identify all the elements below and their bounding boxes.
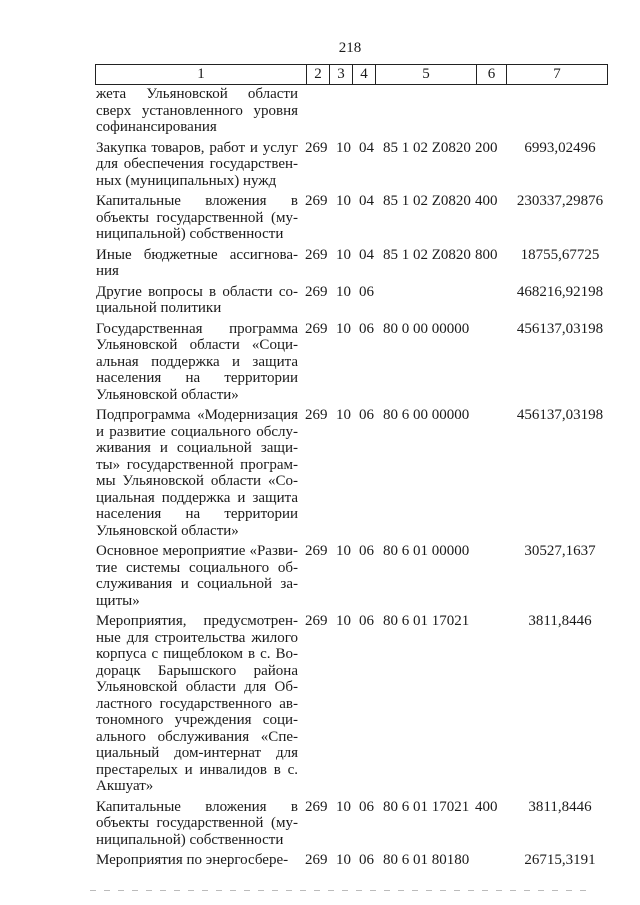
row-name-line: населения на территории bbox=[96, 370, 298, 386]
row-name-line: ных (муниципальных) нужд bbox=[96, 172, 277, 189]
row-pr: 06 bbox=[359, 283, 374, 300]
row-sum: 468216,92198 bbox=[516, 283, 604, 300]
row-name-line: сверх установленного уровня bbox=[96, 102, 298, 119]
row-name-line: циальный дом-интернат для bbox=[96, 745, 298, 761]
row-name-line: корпуса с пищеблоком в с. Во- bbox=[96, 646, 298, 662]
row-name-line: Капитальные вложения в bbox=[96, 193, 298, 209]
row-gr: 269 bbox=[305, 246, 328, 263]
row-gr: 269 bbox=[305, 613, 328, 629]
row-name-line: для обеспечения государствен- bbox=[96, 156, 298, 172]
row-name bbox=[96, 247, 298, 280]
row-rz: 10 bbox=[336, 193, 351, 209]
row-name bbox=[96, 321, 298, 404]
row-sum: 3811,8446 bbox=[528, 798, 592, 815]
row-name bbox=[96, 193, 298, 243]
row-name-line: Капитальные вложения в bbox=[96, 798, 298, 815]
row-cs: 85 1 02 Z0820 bbox=[383, 139, 471, 156]
row-gr: 269 bbox=[305, 283, 328, 300]
row-cs: 80 6 01 17021 bbox=[383, 798, 470, 815]
row-name-line: Иные бюджетные ассигнова- bbox=[96, 246, 298, 263]
row-name-line: софинансирования bbox=[96, 119, 217, 135]
row-name-line: ластного государственного ав- bbox=[96, 695, 298, 712]
row-cs: 80 6 01 17021 bbox=[383, 613, 470, 629]
row-name-line: Основное мероприятие «Разви- bbox=[96, 543, 298, 559]
row-name-line: ниципальной) собственности bbox=[96, 831, 284, 848]
row-name-line: живания и социальной защи- bbox=[96, 440, 298, 456]
scan-artifact-line bbox=[90, 890, 590, 891]
row-name-line: альная поддержка и защита bbox=[96, 353, 298, 370]
row-vr: 200 bbox=[475, 139, 498, 156]
header-col-5: 5 bbox=[376, 65, 477, 85]
row-sum: 18755,67725 bbox=[520, 246, 600, 263]
header-col-3: 3 bbox=[330, 65, 353, 85]
page-number: 218 bbox=[338, 40, 362, 56]
row-name-line: Ульяновской области» bbox=[96, 386, 239, 403]
row-name-line: ального обслуживания «Спе- bbox=[96, 728, 298, 745]
row-cs: 80 6 01 00000 bbox=[383, 543, 470, 559]
header-col-2: 2 bbox=[307, 65, 330, 85]
row-gr: 269 bbox=[305, 193, 328, 209]
row-name-line: Другие вопросы в области со- bbox=[96, 283, 298, 300]
column-header-table bbox=[95, 64, 608, 85]
row-sum: 3811,8446 bbox=[528, 613, 592, 629]
row-rz: 10 bbox=[336, 613, 351, 629]
row-rz: 10 bbox=[336, 407, 351, 423]
row-name bbox=[96, 799, 298, 849]
row-name-line: Ульяновской области для Об- bbox=[96, 679, 298, 695]
row-name-line: тие системы социального об- bbox=[96, 559, 298, 576]
row-name bbox=[96, 407, 298, 539]
row-name bbox=[96, 543, 298, 609]
row-rz: 10 bbox=[336, 139, 351, 156]
row-rz: 10 bbox=[336, 320, 351, 337]
row-name-line: Мероприятия, предусмотрен- bbox=[96, 613, 298, 629]
row-pr: 04 bbox=[359, 246, 374, 263]
row-name-line: тономного учреждения соци- bbox=[96, 712, 298, 728]
row-cs: 85 1 02 Z0820 bbox=[383, 193, 471, 209]
row-gr: 269 bbox=[305, 798, 328, 815]
row-name-line: ты» государственной програм- bbox=[96, 456, 298, 473]
row-name-line: циальная поддержка и защита bbox=[96, 489, 298, 506]
row-name-line: Ульяновской области «Соци- bbox=[96, 337, 298, 353]
row-rz: 10 bbox=[336, 852, 351, 868]
row-name bbox=[96, 613, 298, 795]
row-gr: 269 bbox=[305, 320, 328, 337]
row-name bbox=[96, 852, 298, 869]
row-pr: 06 bbox=[359, 613, 374, 629]
row-gr: 269 bbox=[305, 139, 328, 156]
row-sum: 30527,1637 bbox=[524, 543, 596, 559]
row-name-line: Подпрограмма «Модернизация bbox=[96, 407, 298, 423]
row-sum: 456137,03198 bbox=[516, 407, 604, 423]
row-name-line: циальной политики bbox=[96, 300, 222, 316]
row-name bbox=[96, 86, 298, 136]
row-cs: 80 6 00 00000 bbox=[383, 407, 470, 423]
row-name-line: Мероприятия по энергосбере- bbox=[96, 852, 289, 868]
row-pr: 06 bbox=[359, 798, 374, 815]
row-gr: 269 bbox=[305, 543, 328, 559]
row-name-line: дорацк Барышского района bbox=[96, 662, 298, 679]
row-name-line: Акшуат» bbox=[96, 778, 154, 794]
row-name-line: Закупка товаров, работ и услуг bbox=[96, 139, 298, 156]
row-name-line: щиты» bbox=[96, 592, 140, 609]
row-gr: 269 bbox=[305, 852, 328, 868]
header-col-1: 1 bbox=[96, 65, 307, 85]
row-vr: 400 bbox=[475, 193, 498, 209]
header-col-7: 7 bbox=[507, 65, 608, 85]
row-name-line: объекты государственной (му- bbox=[96, 815, 298, 831]
row-name-line: ные для строительства жилого bbox=[96, 629, 298, 646]
row-name-line: и развитие социального обслу- bbox=[96, 423, 298, 440]
header-col-6: 6 bbox=[477, 65, 507, 85]
row-sum: 26715,3191 bbox=[524, 852, 596, 868]
row-name-line: объекты государственной (му- bbox=[96, 209, 298, 226]
row-rz: 10 bbox=[336, 543, 351, 559]
row-name-line: ниципальной) собственности bbox=[96, 226, 284, 242]
row-name bbox=[96, 284, 298, 317]
row-pr: 06 bbox=[359, 852, 374, 868]
row-name-line: населения на территории bbox=[96, 506, 298, 522]
row-pr: 04 bbox=[359, 193, 374, 209]
row-vr: 400 bbox=[475, 798, 498, 815]
row-name bbox=[96, 140, 298, 190]
row-pr: 04 bbox=[359, 139, 374, 156]
row-pr: 06 bbox=[359, 543, 374, 559]
row-cs: 85 1 02 Z0820 bbox=[383, 246, 471, 263]
row-cs: 80 6 01 80180 bbox=[383, 852, 470, 868]
row-name-line: престарелых и инвалидов в с. bbox=[96, 761, 298, 778]
row-name-line: мы Ульяновской области «Со- bbox=[96, 473, 298, 489]
header-col-4: 4 bbox=[353, 65, 376, 85]
row-vr: 800 bbox=[475, 246, 498, 263]
row-name-line: ния bbox=[96, 263, 119, 279]
row-pr: 06 bbox=[359, 320, 374, 337]
row-sum: 6993,02496 bbox=[524, 139, 596, 156]
row-name-line: Государственная программа bbox=[96, 320, 298, 337]
row-cs: 80 0 00 00000 bbox=[383, 320, 470, 337]
row-rz: 10 bbox=[336, 798, 351, 815]
row-sum: 230337,29876 bbox=[516, 193, 604, 209]
row-sum: 456137,03198 bbox=[516, 320, 604, 337]
row-gr: 269 bbox=[305, 407, 328, 423]
row-name-line: Ульяновской области» bbox=[96, 522, 239, 539]
row-name-line: служивания и социальной за- bbox=[96, 576, 298, 592]
row-rz: 10 bbox=[336, 283, 351, 300]
row-rz: 10 bbox=[336, 246, 351, 263]
row-name-line: жета Ульяновской области bbox=[96, 86, 298, 102]
row-pr: 06 bbox=[359, 407, 374, 423]
